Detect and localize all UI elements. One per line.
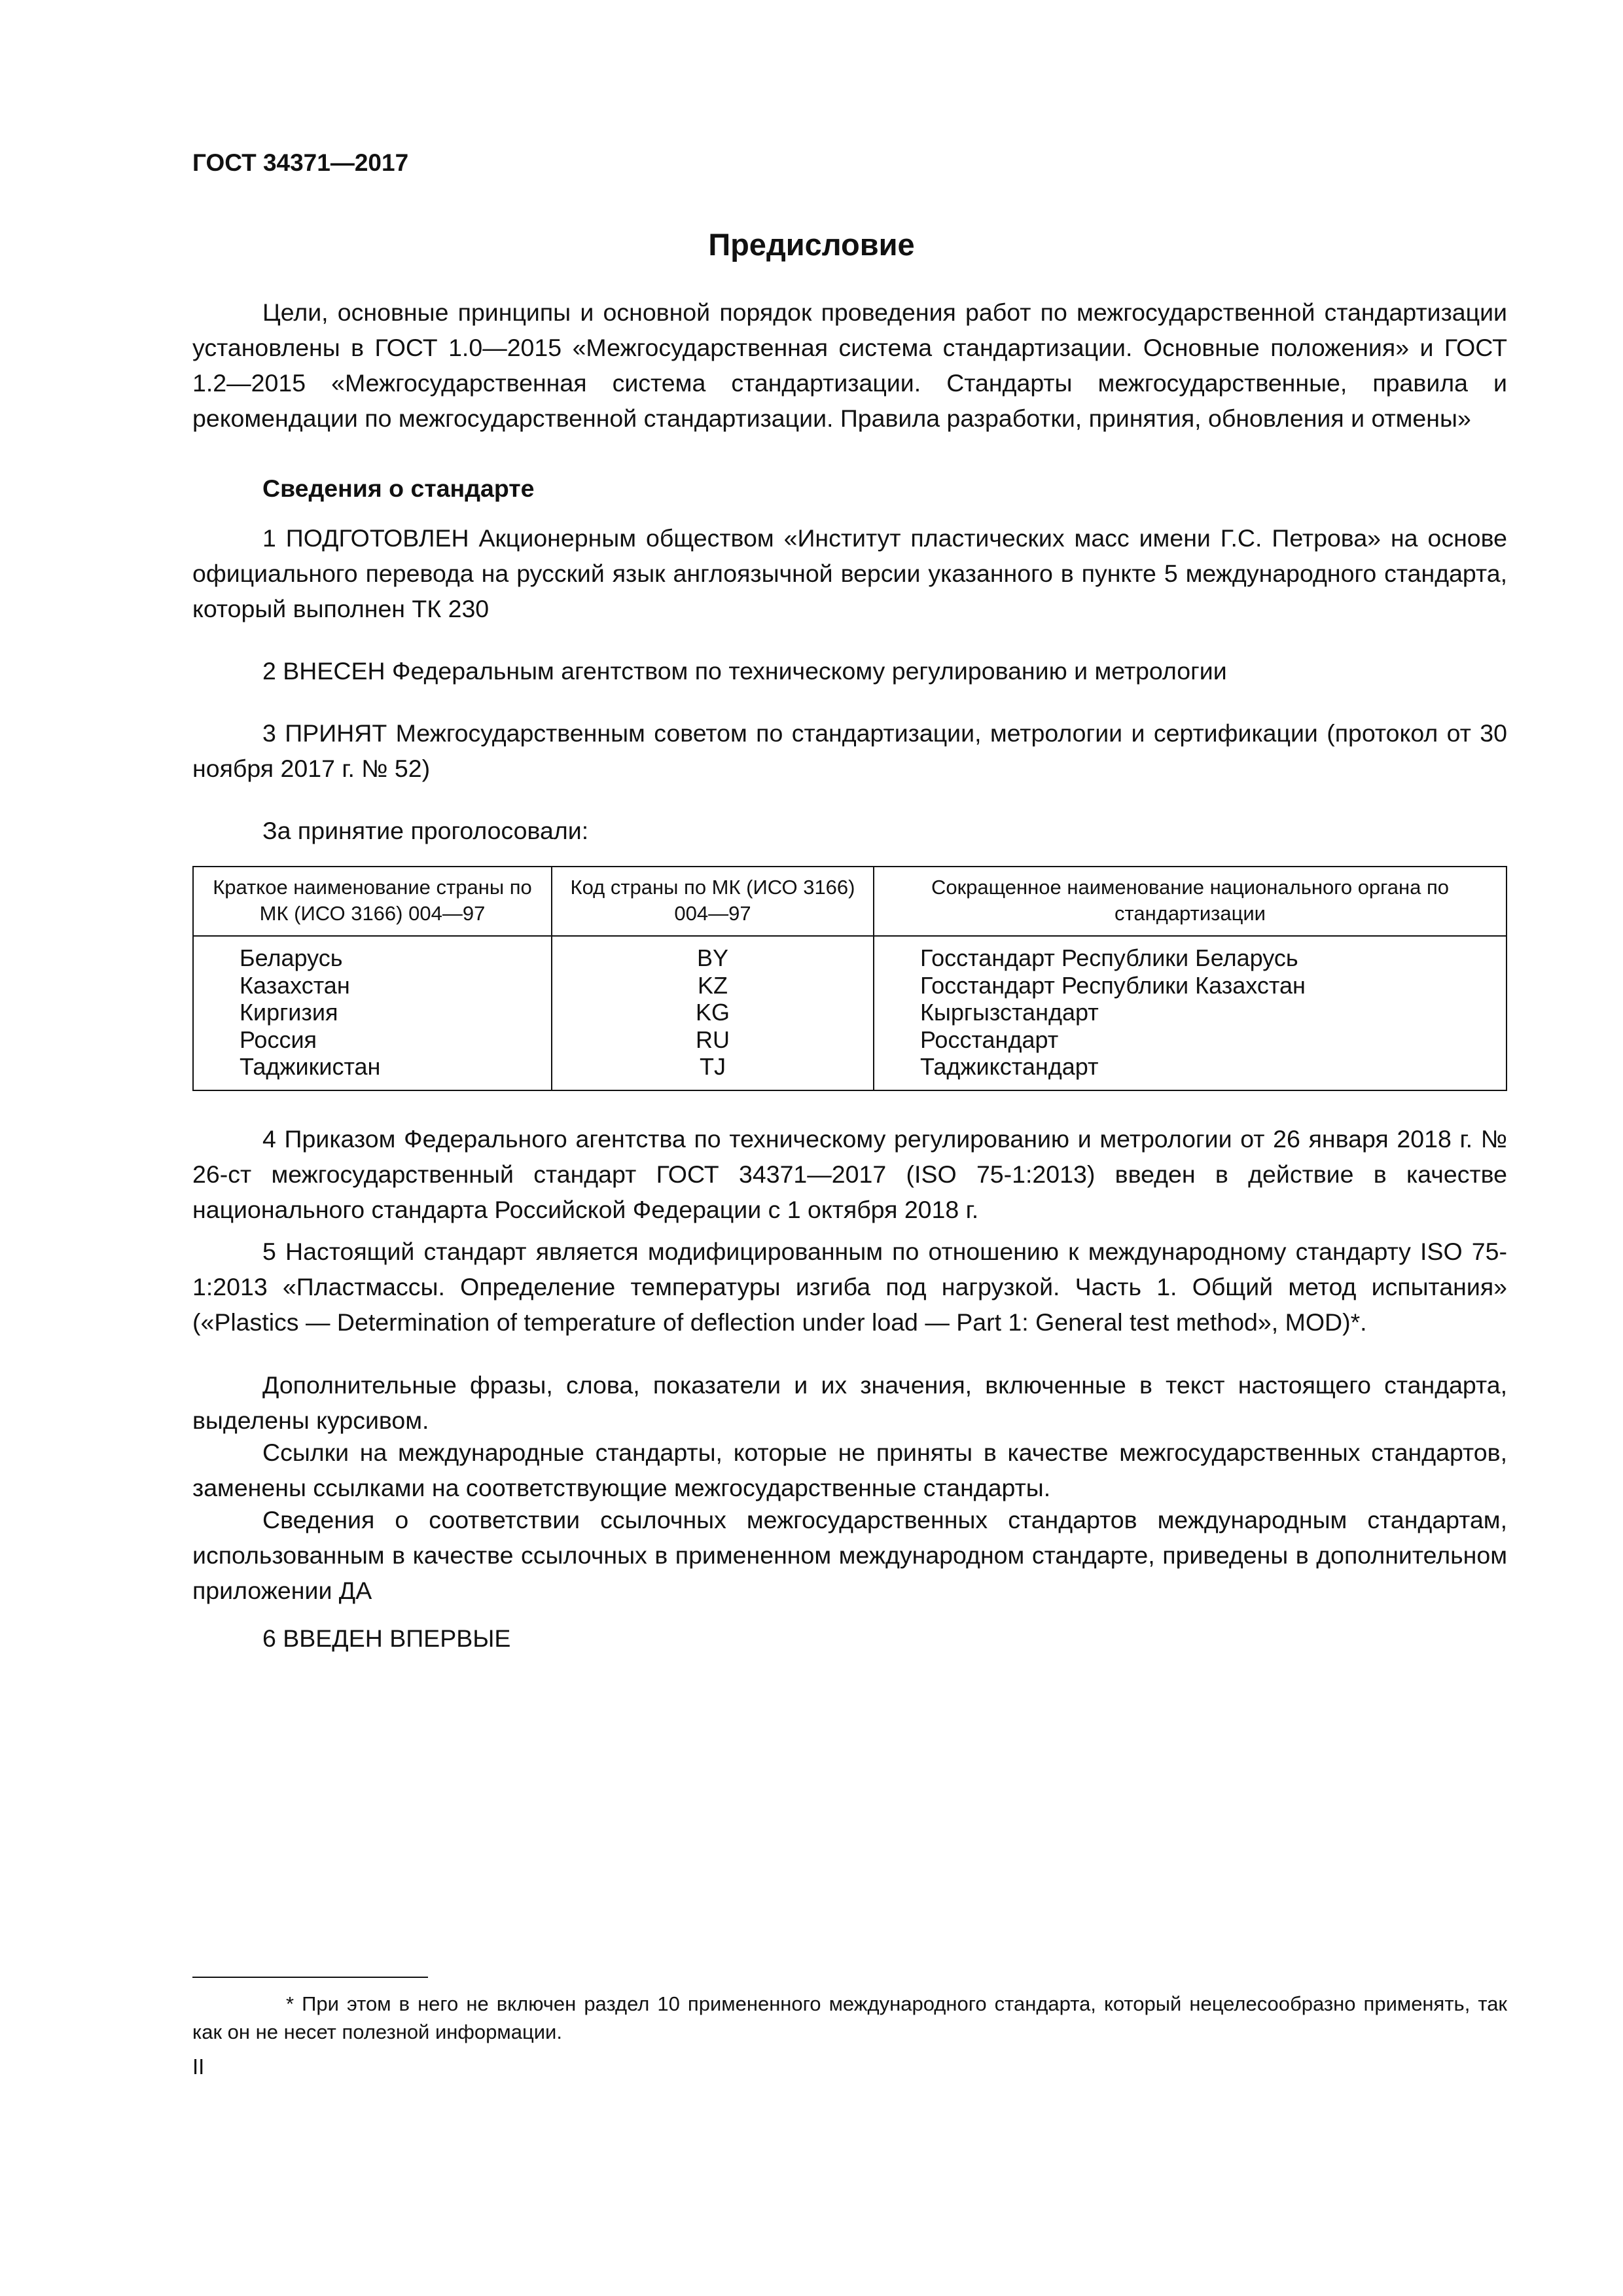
- country-name: Киргизия: [240, 999, 338, 1026]
- page-number: II: [192, 2054, 205, 2079]
- table-header-row: [193, 867, 1507, 936]
- standards-body: Кыргызстандарт: [920, 999, 1099, 1026]
- country-name: Россия: [240, 1026, 317, 1053]
- table-header-country: Краткое наименование страны по МК (ИСО 3166) 004—97: [193, 867, 552, 936]
- section-subheading: Сведения о стандарте: [262, 475, 535, 502]
- table-header-body: Сокращенное наименование национального органа по стандартизации: [874, 867, 1507, 936]
- item-2-paragraph: 2 ВНЕСЕН Федеральным агентством по техническому регулированию и метрологии: [262, 657, 1227, 685]
- code-list: [552, 936, 874, 1090]
- standard-header: ГОСТ 34371—2017: [192, 149, 409, 176]
- item-5-note-italics: Дополнительные фразы, слова, показатели и их значения, включенные в текст настоящего стандарта, выделены курсивом.: [192, 1371, 1507, 1434]
- standards-body: Росстандарт: [920, 1026, 1059, 1053]
- item-3-paragraph: 3 ПРИНЯТ Межгосударственным советом по стандартизации, метрологии и сертификации (протокол от 30 ноября 2017 г. № 52): [192, 719, 1507, 782]
- table-row: [193, 936, 1507, 1090]
- country-code: TJ: [700, 1053, 726, 1080]
- votes-intro: За принятие проголосовали:: [262, 817, 589, 844]
- country-name: Казахстан: [240, 971, 350, 999]
- footnote-divider: [192, 1977, 428, 1978]
- item-6-paragraph: 6 ВВЕДЕН ВПЕРВЫЕ: [262, 1624, 511, 1652]
- standards-body: Госстандарт Республики Казахстан: [920, 971, 1306, 999]
- country-name: Беларусь: [240, 944, 343, 971]
- standards-body: Госстандарт Республики Беларусь: [920, 944, 1298, 971]
- item-1-paragraph: 1 ПОДГОТОВЛЕН Акционерным обществом «Институт пластических масс имени Г.С. Петрова» на основе официального перевода на русский язык англоязычной версии указанного в пункте 5 международного стандарта, который выполнен ТК 230: [192, 524, 1507, 622]
- footnote-text: * При этом в него не включен раздел 10 примененного международного стандарта, который нецелесообразно применять, так как он не несет полезной информации.: [192, 1992, 1507, 2043]
- country-name: Таджикистан: [240, 1053, 381, 1080]
- country-code: KZ: [697, 971, 728, 999]
- body-list: [874, 936, 1507, 1090]
- country-code: BY: [696, 944, 729, 971]
- voting-countries-table: [192, 866, 1507, 1091]
- table-header-code: Код страны по МК (ИСО 3166) 004—97: [552, 867, 874, 936]
- country-code: KG: [695, 999, 730, 1026]
- item-4-paragraph: 4 Приказом Федерального агентства по техническому регулированию и метрологии от 26 января 2018 г. № 26-ст межгосударственный стандарт ГОСТ 34371—2017 (ISO 75-1:2013) введен в действие в качестве национального стандарта Российской Федерации с 1 октября 2018 г.: [192, 1125, 1507, 1223]
- item-5-note-references: Ссылки на международные стандарты, которые не приняты в качестве межгосударственных стандартов, заменены ссылками на соответствующие межгосударственные стандарты.: [192, 1439, 1507, 1501]
- item-5-paragraph: 5 Настоящий стандарт является модифицированным по отношению к международному стандарту ISO 75-1:2013 «Пластмассы. Определение температуры изгиба под нагрузкой. Часть 1. Общий метод испытания» («Plastics — Determination of temperature of deflection under load — Part 1: General test method», MOD)*.: [192, 1238, 1507, 1336]
- item-5-note-appendix: Сведения о соответствии ссылочных межгосударственных стандартов международным стандартам, использованным в качестве ссылочных в примененном международном стандарте, приведены в дополнительном приложении ДА: [192, 1506, 1507, 1604]
- page-title: Предисловие: [708, 227, 915, 262]
- country-code: RU: [696, 1026, 730, 1053]
- country-list: [193, 936, 552, 1090]
- intro-paragraph: Цели, основные принципы и основной порядок проведения работ по межгосударственной стандартизации установлены в ГОСТ 1.0—2015 «Межгосударственная система стандартизации. Основные положения» и ГОСТ 1.2—2015 «Межгосударственная система стандартизации. Стандарты межгосударственные, правила и рекомендации по межгосударственной стандартизации. Правила разработки, принятия, обновления и отмены»: [192, 298, 1507, 432]
- standards-body: Таджикстандарт: [920, 1053, 1099, 1080]
